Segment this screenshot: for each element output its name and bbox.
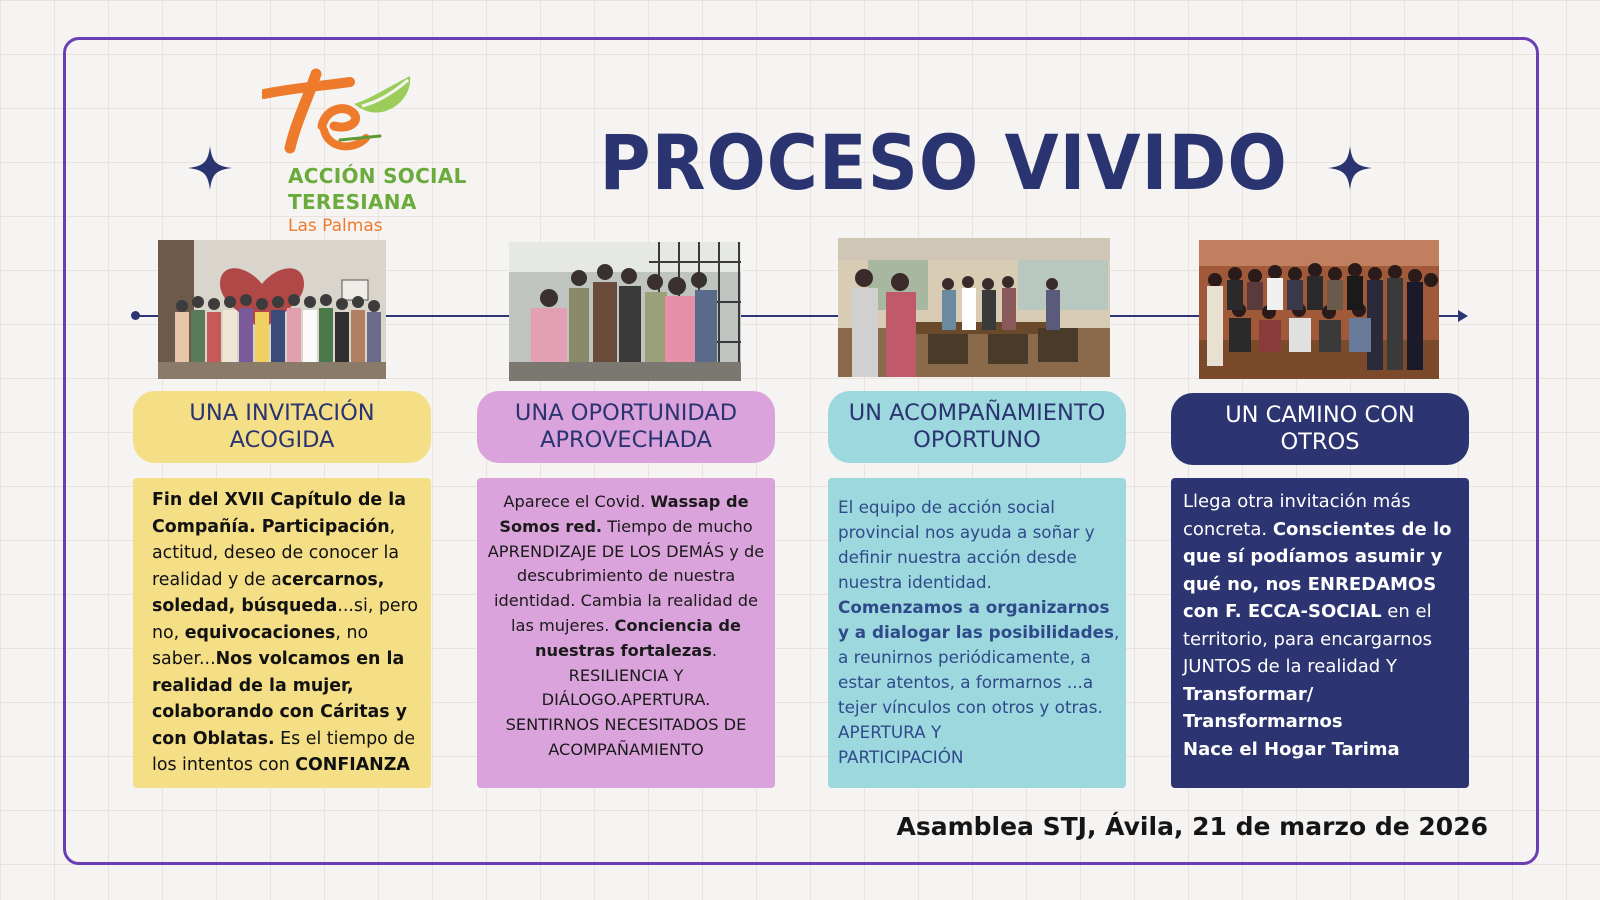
- text-line: qué no, nos ENREDAMOS: [1183, 573, 1437, 595]
- text-line: Fin del XVII Capítulo de la: [152, 490, 406, 510]
- logo-line-2: TERESIANA: [288, 190, 417, 214]
- text-line: Transformar/: [1183, 683, 1314, 705]
- text-line: no, equivocaciones, no: [152, 622, 369, 643]
- timeline-start-dot: [131, 311, 140, 320]
- text-line: estar atentos, a formarnos ...a: [838, 672, 1094, 692]
- sparkle-star-icon: [188, 146, 232, 190]
- text-line: JUNTOS de la realidad Y: [1183, 656, 1397, 677]
- stage-2-photo: [509, 242, 741, 381]
- page-title: PROCESO VIVIDO: [599, 118, 1288, 207]
- text-line: saber...Nos volcamos en la: [152, 649, 405, 669]
- stage-3-text: [828, 478, 1126, 788]
- text-line: definir nuestra acción desde: [838, 547, 1077, 567]
- stage-1-heading: UNA INVITACIÓN ACOGIDA: [133, 391, 431, 463]
- stage-4-photo: [1199, 240, 1439, 379]
- text-line: realidad y de acercarnos,: [152, 569, 385, 590]
- text-line: tejer vínculos con otros y otras.: [838, 697, 1103, 717]
- stage-1-photo: [158, 240, 386, 379]
- text-line: nuestra identidad.: [838, 572, 992, 592]
- text-line: a reunirnos periódicamente, a: [838, 647, 1091, 667]
- text-line: soledad, búsqueda...si, pero: [152, 596, 419, 616]
- text-line: concreta. Conscientes de lo: [1183, 518, 1452, 540]
- text-line: DIÁLOGO.APERTURA.: [541, 690, 711, 710]
- text-line: con Oblatas. Es el tiempo de: [152, 728, 416, 749]
- text-line: provincial nos ayuda a soñar y: [838, 522, 1095, 542]
- text-line: El equipo de acción social: [838, 497, 1055, 517]
- text-line: APRENDIZAJE DE LOS DEMÁS y de: [487, 541, 765, 561]
- sparkle-star-icon: [1328, 146, 1372, 190]
- stage-3-photo: [838, 238, 1110, 377]
- text-line: que sí podíamos asumir y: [1183, 546, 1443, 567]
- stage-4-heading: UN CAMINO CON OTROS: [1171, 393, 1469, 465]
- text-line: Compañía. Participación,: [152, 516, 396, 537]
- text-line: Transformarnos: [1183, 711, 1343, 732]
- text-line: Somos red. Tiempo de mucho: [499, 516, 753, 536]
- text-line: Comenzamos a organizarnos: [838, 597, 1110, 617]
- text-line: PARTICIPACIÓN: [838, 747, 964, 767]
- text-line: Llega otra invitación más: [1183, 491, 1411, 512]
- stage-2-heading: UNA OPORTUNIDAD APROVECHADA: [477, 391, 775, 463]
- text-line: Nace el Hogar Tarima: [1183, 738, 1400, 760]
- stage-3-heading: UN ACOMPAÑAMIENTO OPORTUNO: [828, 391, 1126, 463]
- text-line: y a dialogar las posibilidades,: [838, 622, 1120, 642]
- timeline-arrow-icon: [1458, 310, 1468, 322]
- text-line: ACOMPAÑAMIENTO: [548, 739, 704, 759]
- text-line: SENTIRNOS NECESITADOS DE: [505, 715, 747, 735]
- text-line: las mujeres. Conciencia de: [511, 615, 741, 635]
- stage-2-text: [477, 478, 775, 788]
- text-line: Aparece el Covid. Wassap de: [503, 492, 749, 511]
- text-line: APERTURA Y: [838, 722, 942, 742]
- text-line: con F. ECCA-SOCIAL en el: [1183, 601, 1432, 622]
- logo-mark-icon: [262, 68, 422, 158]
- text-line: nuestras fortalezas.: [534, 640, 718, 660]
- stage-4-text: [1171, 478, 1469, 788]
- text-line: RESILIENCIA Y: [568, 665, 684, 685]
- text-line: colaborando con Cáritas y: [152, 702, 408, 722]
- logo: [262, 68, 502, 238]
- text-line: territorio, para encargarnos: [1183, 628, 1432, 650]
- footer-event-caption: Asamblea STJ, Ávila, 21 de marzo de 2026: [896, 812, 1488, 841]
- text-line: identidad. Cambia la realidad de: [493, 591, 758, 611]
- logo-line-1: ACCIÓN SOCIAL: [288, 164, 467, 188]
- stage-1-text: [133, 478, 431, 788]
- text-line: actitud, deseo de conocer la: [152, 543, 400, 563]
- logo-line-3: Las Palmas: [288, 216, 383, 236]
- text-line: los intentos con CONFIANZA: [152, 755, 410, 775]
- text-line: realidad de la mujer,: [152, 675, 354, 696]
- text-line: descubrimiento de nuestra: [516, 566, 736, 586]
